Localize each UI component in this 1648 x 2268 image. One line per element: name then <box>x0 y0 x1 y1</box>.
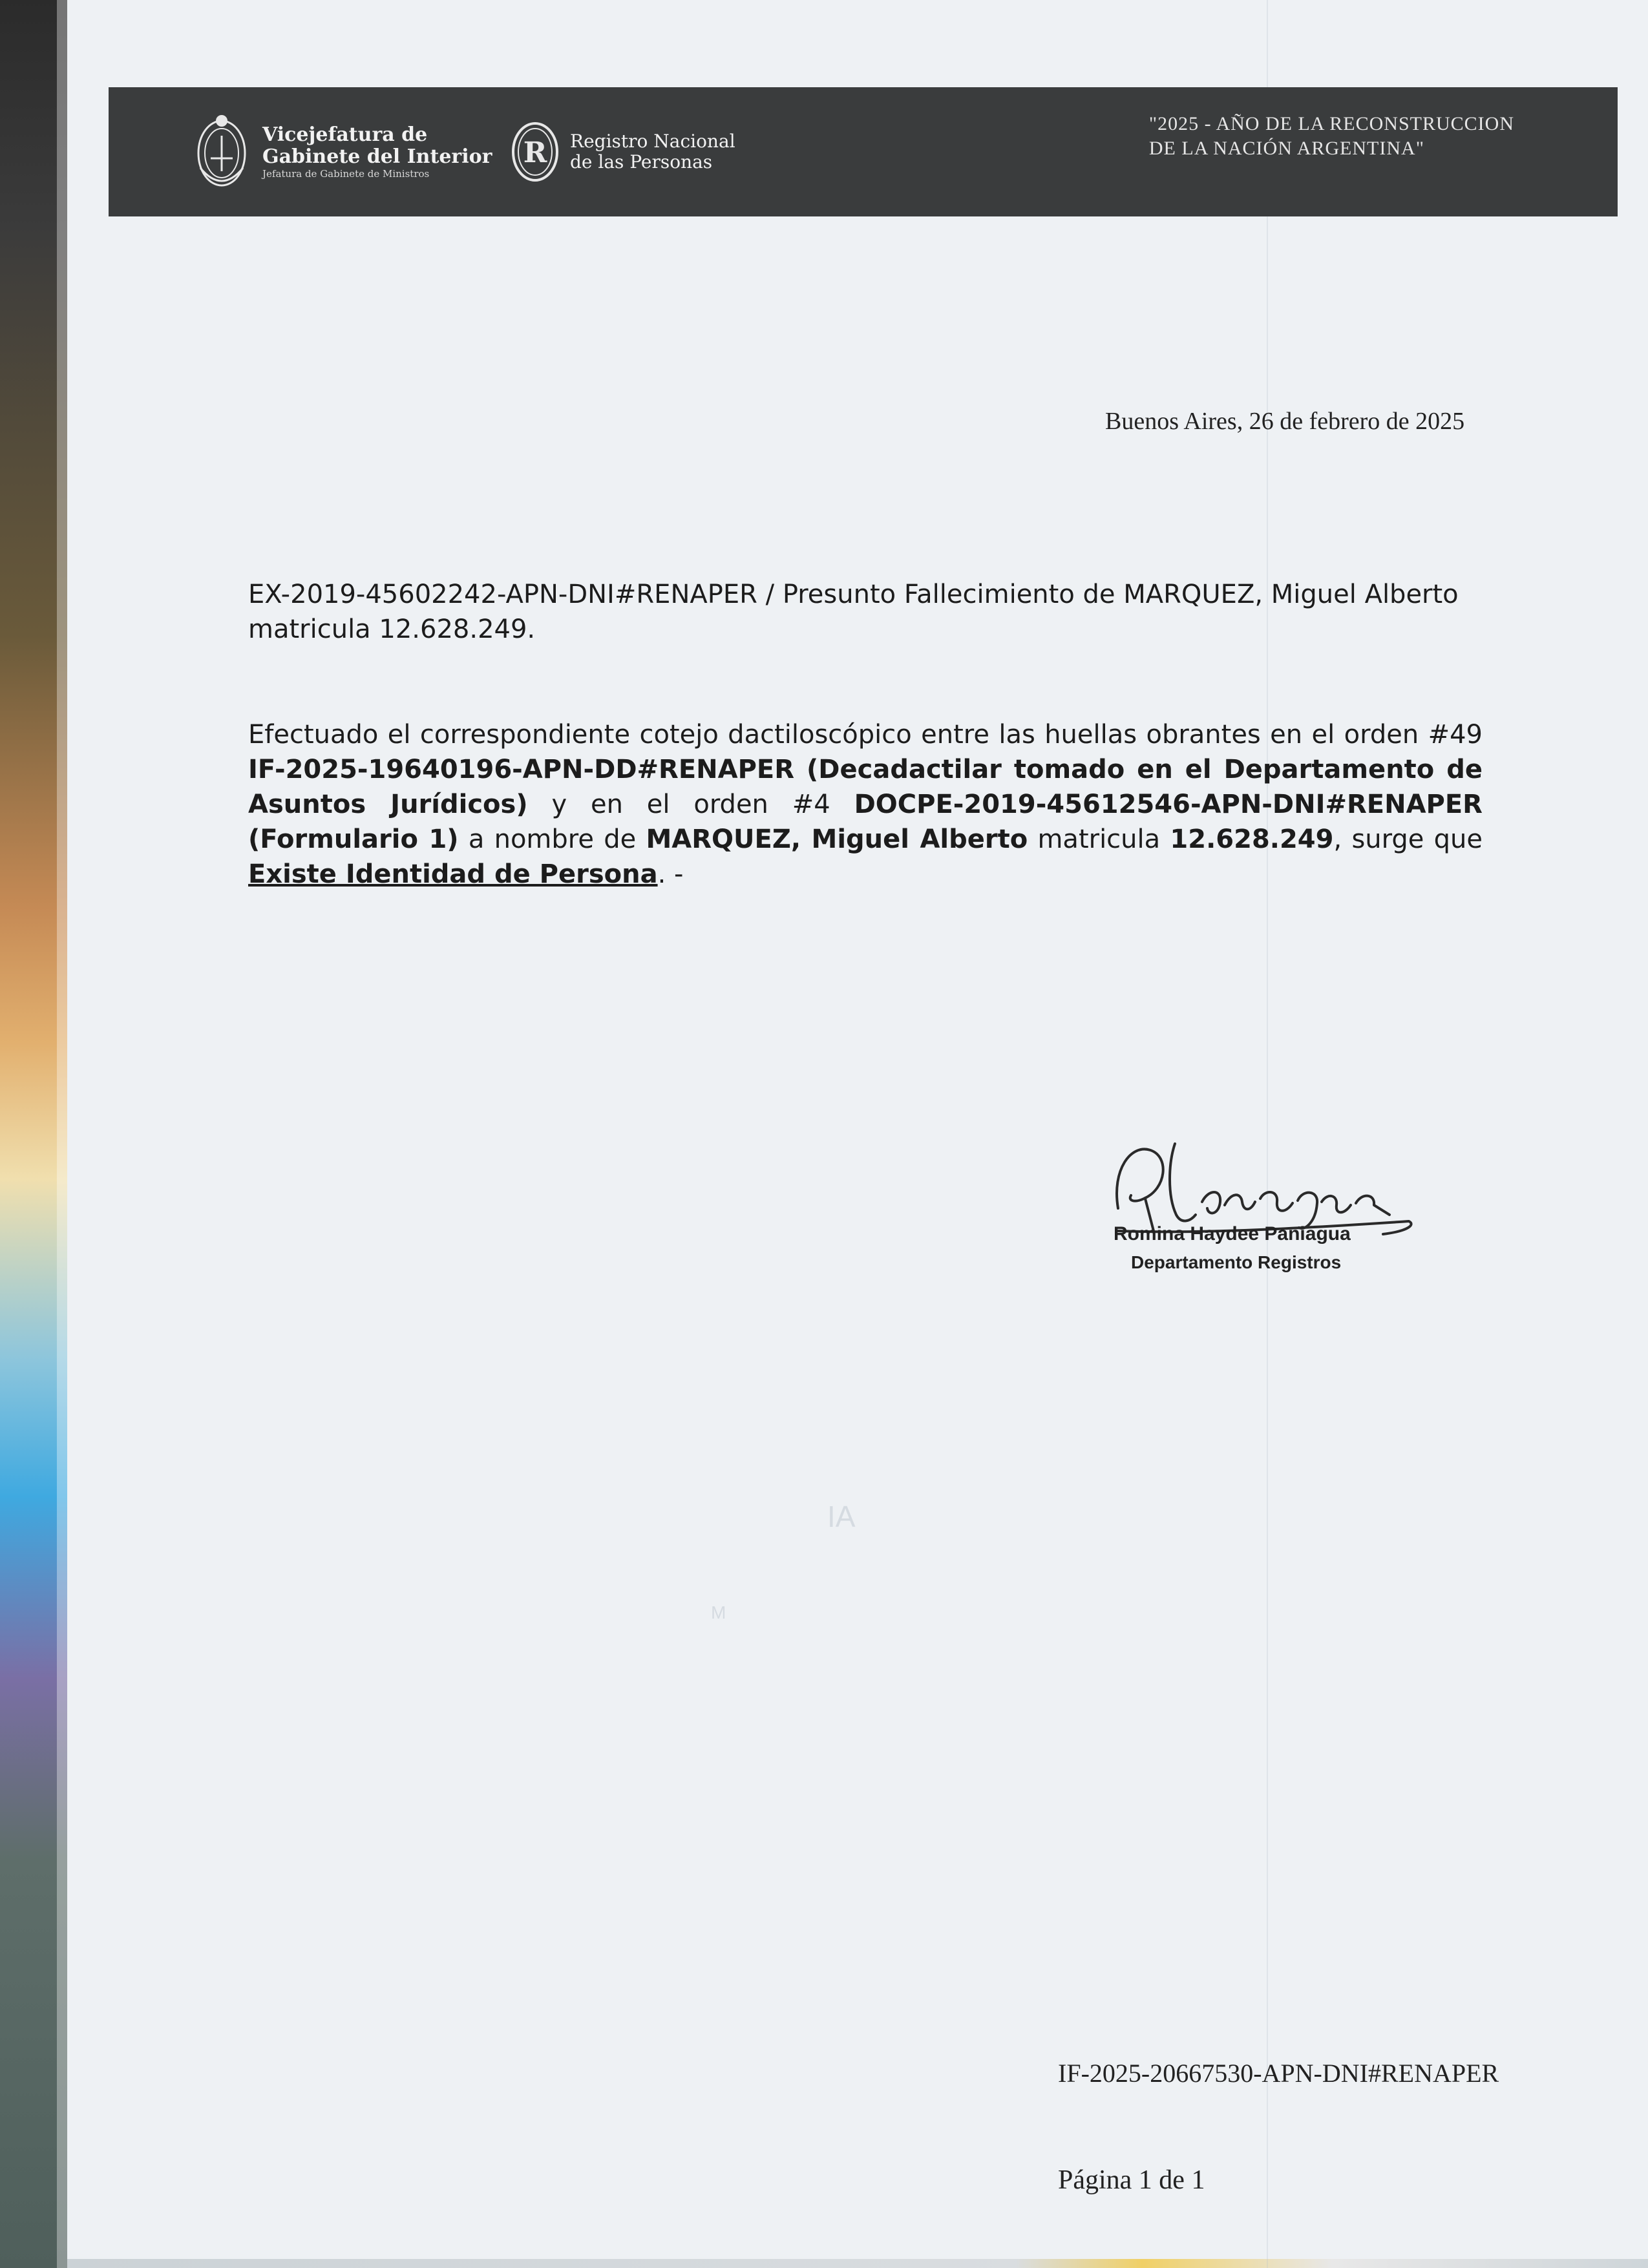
body-order-4-reference: DOCPE-2019-45612546-APN-DNI#RENAPER (Formulario 1) <box>248 790 1483 854</box>
document-subject: EX-2019-45602242-APN-DNI#RENAPER / Presunto Fallecimiento de MARQUEZ, Miguel Alberto matricula 12.628.249. <box>248 580 1459 644</box>
vicejefatura-logo <box>193 87 492 216</box>
body-text-segment: matricula <box>1028 824 1170 854</box>
scan-bottom-artifact <box>67 2259 1648 2268</box>
motto-line-2: DE LA NACIÓN ARGENTINA" <box>1148 137 1424 159</box>
body-conclusion: Existe Identidad de Persona <box>248 859 658 889</box>
body-text-segment: . - <box>657 859 684 889</box>
body-text-segment: a nombre de <box>458 824 646 854</box>
document-id: IF-2025-20667530-APN-DNI#RENAPER <box>1058 2059 1499 2088</box>
renaper-subtitle: de las Personas <box>570 151 713 173</box>
body-text-segment: y en el orden #4 <box>527 790 854 819</box>
year-motto <box>1149 112 1514 160</box>
letterhead-band <box>109 87 1618 216</box>
body-person-name: MARQUEZ, Miguel Alberto <box>646 824 1028 854</box>
vicejefatura-parent: Jefatura de Gabinete de Ministros <box>262 168 430 180</box>
body-text-segment: Efectuado el correspondiente cotejo dactiloscópico entre las huellas obrantes en el orden #49 <box>248 720 1483 750</box>
motto-line-1: "2025 - AÑO DE LA RECONSTRUCCION <box>1148 113 1514 134</box>
signatory-department: Departamento Registros <box>1131 1252 1342 1272</box>
body-matricula: 12.628.249 <box>1170 824 1334 854</box>
document-date: Buenos Aires, 26 de febrero de 2025 <box>1105 408 1465 435</box>
renaper-title: Registro Nacional <box>570 130 735 152</box>
body-text-segment: , surge que <box>1333 824 1483 854</box>
renaper-r-icon <box>511 120 560 184</box>
bleed-through-mark: AI <box>827 1500 856 1533</box>
signatory-name: Romina Haydee Paniagua <box>1114 1223 1351 1244</box>
national-seal-icon <box>193 107 251 197</box>
bleed-through-mark: M <box>711 1602 726 1622</box>
document-body <box>248 717 1483 892</box>
page-number: Página 1 de 1 <box>1058 2165 1205 2195</box>
vicejefatura-title: Vicejefatura de <box>262 123 428 146</box>
vicejefatura-subtitle: Gabinete del Interior <box>262 145 492 168</box>
renaper-logo <box>511 87 735 216</box>
svg-text:R: R <box>523 136 547 169</box>
body-order-49-reference: IF-2025-19640196-APN-DD#RENAPER (Decadactilar tomado en el Departamento de Asuntos Jurídicos) <box>248 755 1483 819</box>
scan-edge-artifact <box>0 0 67 2268</box>
